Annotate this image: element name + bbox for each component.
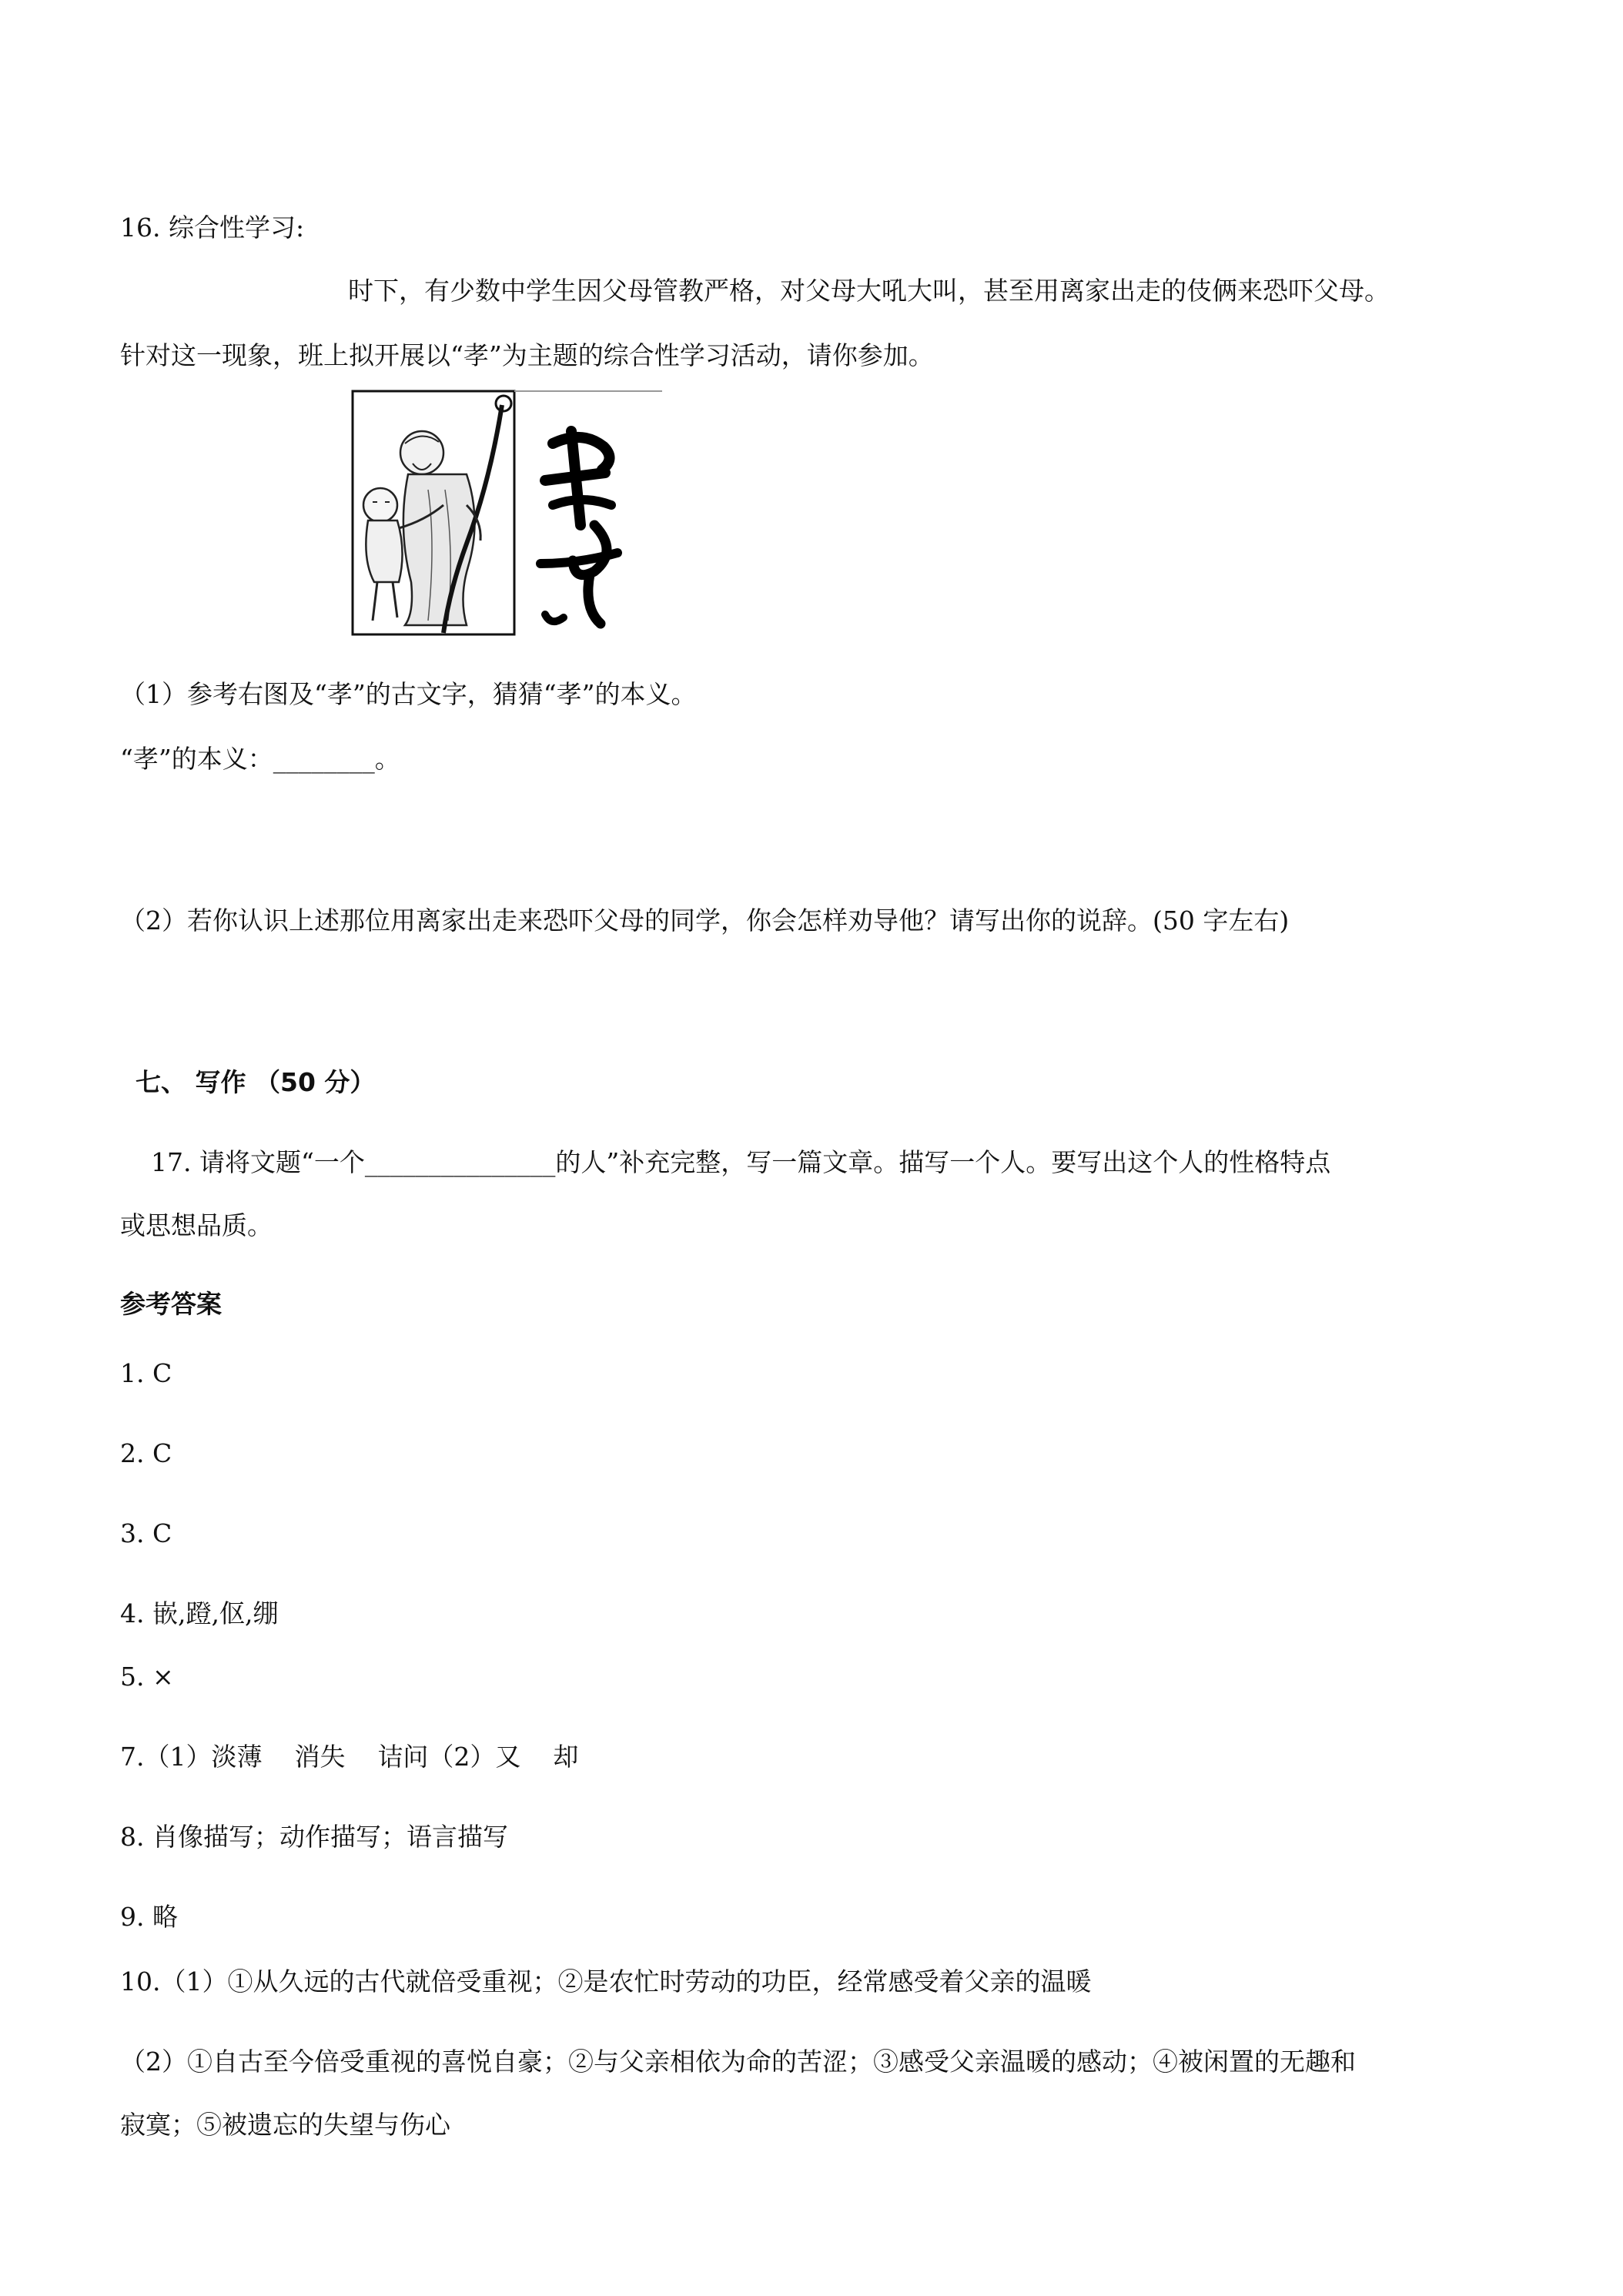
answer-item: 3. C: [120, 1518, 172, 1548]
answer-item: 9. 略: [120, 1902, 178, 1932]
question-16-part-2: （2）若你认识上述那位用离家出走来恐吓父母的同学，你会怎样劝导他？请写出你的说辞。(50 字左右): [120, 905, 1290, 935]
answer-item: 5. ×: [120, 1662, 174, 1692]
ancient-xiao-glyph: [540, 431, 617, 624]
elder-and-child-drawing: [353, 391, 662, 634]
question-16-intro-line-2: 针对这一现象，班上拟开展以“孝”为主题的综合性学习活动，请你参加。: [120, 340, 934, 370]
answer-item: 2. C: [120, 1438, 172, 1468]
question-17-line-2: 或思想品质。: [120, 1210, 273, 1240]
question-17-line-1: 17. 请将文题“一个_______________的人”补充完整，写一篇文章。描写一个人。要写出这个人的性格特点: [151, 1147, 1331, 1177]
answer-item: 4. 嵌,蹬,伛,绷: [120, 1598, 279, 1628]
answer-item-10-part-2-line-2: 寂寞；⑤被遗忘的失望与伤心: [120, 2110, 450, 2140]
answer-item: 10.（1）①从久远的古代就倍受重视；②是农忙时劳动的功臣，经常感受着父亲的温暖: [120, 1966, 1092, 1996]
answers-heading: 参考答案: [120, 1289, 222, 1319]
question-16-part-1-answer: “孝”的本义：________。: [120, 744, 400, 774]
answer-item: 7.（1）淡薄 消失 诘问（2）又 却: [120, 1742, 579, 1772]
xiao-illustration: [351, 390, 662, 638]
question-16-title: 16. 综合性学习:: [120, 213, 305, 243]
answer-item-10-part-2-line-1: （2）①自古至今倍受重视的喜悦自豪；②与父亲相依为命的苦涩；③感受父亲温暖的感动；④被闲置的无趣和: [120, 2047, 1356, 2077]
question-16-part-1: （1）参考右图及“孝”的古文字，猜猜“孝”的本义。: [120, 679, 697, 709]
answer-item: 1. C: [120, 1358, 172, 1388]
section-7-heading: 七、 写作 （50 分）: [136, 1067, 376, 1097]
question-16-intro-line-1: 时下，有少数中学生因父母管教严格，对父母大吼大叫，甚至用离家出走的伎俩来恐吓父母。: [348, 276, 1390, 306]
answer-item: 8. 肖像描写；动作描写；语言描写: [120, 1822, 508, 1852]
